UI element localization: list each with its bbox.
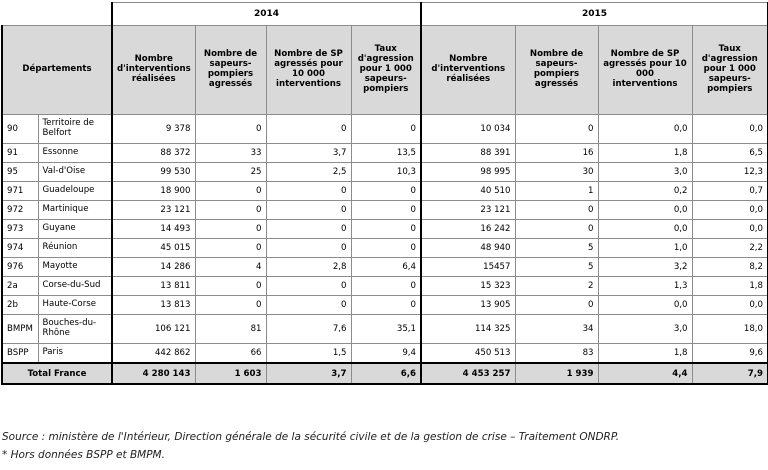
col-sp-per-10000-2015: Nombre de SP agressés pour 10 000 interventions <box>598 26 692 115</box>
col-sp-per-10000-2014: Nombre de SP agressés pour 10 000 interventions <box>266 26 351 115</box>
table-cell: 1,0 <box>598 239 692 258</box>
table-cell: 0 <box>515 220 598 239</box>
table-cell: 2 <box>515 277 598 296</box>
column-header-row <box>2 26 768 115</box>
table-row <box>2 296 768 315</box>
table-cell: 15 323 <box>421 277 515 296</box>
table-cell: 0 <box>351 115 421 144</box>
table-cell: 0 <box>266 182 351 201</box>
table-cell: 0,0 <box>692 115 768 144</box>
table-cell: 0 <box>351 220 421 239</box>
table-cell: 14 286 <box>112 258 195 277</box>
table-cell: 0 <box>351 182 421 201</box>
table-cell: 0 <box>195 201 266 220</box>
table-cell: 0 <box>515 296 598 315</box>
source-footnote: Source : ministère de l'Intérieur, Direction générale de la sécurité civile et de la gestion de crise – Traitement ONDRP. <box>2 431 620 443</box>
department-name: Essonne <box>38 144 112 163</box>
table-row <box>2 277 768 296</box>
table-cell: 450 513 <box>421 344 515 364</box>
department-name: Paris <box>38 344 112 364</box>
col-sp-agresses-2014: Nombre de sapeurs-pompiers agressés <box>195 26 266 115</box>
department-name: Mayotte <box>38 258 112 277</box>
table-cell: 2,8 <box>266 258 351 277</box>
table-cell: 0 <box>266 220 351 239</box>
department-code: 2a <box>2 277 38 296</box>
table-cell: 0 <box>266 277 351 296</box>
table-cell: 30 <box>515 163 598 182</box>
table-row <box>2 220 768 239</box>
table-row <box>2 182 768 201</box>
department-code: 971 <box>2 182 38 201</box>
table-cell: 9,4 <box>351 344 421 364</box>
table-cell: 9 378 <box>112 115 195 144</box>
table-cell: 0,2 <box>598 182 692 201</box>
department-code: BSPP <box>2 344 38 364</box>
total-cell: 3,7 <box>266 363 351 384</box>
table-row <box>2 115 768 144</box>
table-cell: 10 034 <box>421 115 515 144</box>
total-cell: 4,4 <box>598 363 692 384</box>
year-2015-header: 2015 <box>421 3 768 26</box>
department-code: 972 <box>2 201 38 220</box>
department-name: Réunion <box>38 239 112 258</box>
table-cell: 0 <box>515 201 598 220</box>
table-row <box>2 258 768 277</box>
table-cell: 1 <box>515 182 598 201</box>
department-code: 974 <box>2 239 38 258</box>
table-cell: 45 015 <box>112 239 195 258</box>
table-cell: 88 372 <box>112 144 195 163</box>
department-code: 976 <box>2 258 38 277</box>
table-cell: 3,0 <box>598 315 692 344</box>
col-taux-2015: Taux d'agression pour 1 000 sapeurs-pompiers <box>692 26 768 115</box>
table-cell: 13 813 <box>112 296 195 315</box>
year-header-row <box>2 3 768 26</box>
table-cell: 6,4 <box>351 258 421 277</box>
total-cell: 6,6 <box>351 363 421 384</box>
table-cell: 114 325 <box>421 315 515 344</box>
department-code: 973 <box>2 220 38 239</box>
table-cell: 106 121 <box>112 315 195 344</box>
table-row <box>2 315 768 344</box>
table-cell: 16 <box>515 144 598 163</box>
table-cell: 15457 <box>421 258 515 277</box>
departements-header: Départements <box>2 26 112 115</box>
table-cell: 0 <box>195 220 266 239</box>
table-cell: 5 <box>515 258 598 277</box>
table-cell: 0 <box>195 296 266 315</box>
table-cell: 1,8 <box>598 344 692 364</box>
table-row <box>2 201 768 220</box>
table-cell: 13 811 <box>112 277 195 296</box>
table-cell: 99 530 <box>112 163 195 182</box>
department-name: Val-d'Oise <box>38 163 112 182</box>
table-cell: 13 905 <box>421 296 515 315</box>
total-cell: 7,9 <box>692 363 768 384</box>
table-cell: 0,0 <box>598 220 692 239</box>
table-cell: 13,5 <box>351 144 421 163</box>
table-row <box>2 239 768 258</box>
table-cell: 0 <box>195 277 266 296</box>
table-cell: 0 <box>515 115 598 144</box>
table-row <box>2 163 768 182</box>
table-cell: 7,6 <box>266 315 351 344</box>
table-cell: 14 493 <box>112 220 195 239</box>
table-cell: 83 <box>515 344 598 364</box>
department-name: Guadeloupe <box>38 182 112 201</box>
col-interventions-2014: Nombre d'interventions réalisées <box>112 26 195 115</box>
department-name: Guyane <box>38 220 112 239</box>
table-row <box>2 144 768 163</box>
table-cell: 0,7 <box>692 182 768 201</box>
col-taux-2014: Taux d'agression pour 1 000 sapeurs-pompiers <box>351 26 421 115</box>
table-row <box>2 344 768 364</box>
table-cell: 0,0 <box>692 220 768 239</box>
table-cell: 0,0 <box>598 115 692 144</box>
table-cell: 4 <box>195 258 266 277</box>
department-code: BMPM <box>2 315 38 344</box>
table-cell: 12,3 <box>692 163 768 182</box>
table-cell: 0 <box>195 182 266 201</box>
table-cell: 98 995 <box>421 163 515 182</box>
table-cell: 0,0 <box>598 296 692 315</box>
table-body <box>2 115 768 364</box>
department-code: 95 <box>2 163 38 182</box>
table-cell: 5 <box>515 239 598 258</box>
table-cell: 8,2 <box>692 258 768 277</box>
table-cell: 18,0 <box>692 315 768 344</box>
table-cell: 1,3 <box>598 277 692 296</box>
table-cell: 0 <box>351 239 421 258</box>
note-footnote: * Hors données BSPP et BMPM. <box>2 449 165 461</box>
table-cell: 2,2 <box>692 239 768 258</box>
col-sp-agresses-2015: Nombre de sapeurs-pompiers agressés <box>515 26 598 115</box>
table-cell: 25 <box>195 163 266 182</box>
table-cell: 23 121 <box>421 201 515 220</box>
aggression-table <box>1 2 768 385</box>
col-interventions-2015: Nombre d'interventions réalisées <box>421 26 515 115</box>
table-cell: 66 <box>195 344 266 364</box>
table-cell: 48 940 <box>421 239 515 258</box>
table-cell: 0 <box>351 277 421 296</box>
total-cell: 4 453 257 <box>421 363 515 384</box>
total-label: Total France <box>2 363 112 384</box>
department-code: 2b <box>2 296 38 315</box>
table-cell: 40 510 <box>421 182 515 201</box>
table-cell: 1,8 <box>692 277 768 296</box>
table-cell: 3,2 <box>598 258 692 277</box>
department-name: Bouches-du-Rhône <box>38 315 112 344</box>
table-cell: 33 <box>195 144 266 163</box>
table-cell: 81 <box>195 315 266 344</box>
table-cell: 18 900 <box>112 182 195 201</box>
table-cell: 0,0 <box>692 201 768 220</box>
blank-header <box>2 3 112 26</box>
table-cell: 34 <box>515 315 598 344</box>
year-2014-header: 2014 <box>112 3 421 26</box>
table-cell: 0 <box>351 201 421 220</box>
total-row <box>2 363 768 384</box>
department-code: 90 <box>2 115 38 144</box>
department-name: Haute-Corse <box>38 296 112 315</box>
department-name: Corse-du-Sud <box>38 277 112 296</box>
table-cell: 442 862 <box>112 344 195 364</box>
department-code: 91 <box>2 144 38 163</box>
table-cell: 0,0 <box>598 201 692 220</box>
table-cell: 1,5 <box>266 344 351 364</box>
table-cell: 0 <box>351 296 421 315</box>
total-cell: 1 603 <box>195 363 266 384</box>
department-name: Martinique <box>38 201 112 220</box>
table-cell: 10,3 <box>351 163 421 182</box>
table-cell: 6,5 <box>692 144 768 163</box>
table-cell: 9,6 <box>692 344 768 364</box>
table-cell: 3,0 <box>598 163 692 182</box>
table-cell: 0 <box>266 201 351 220</box>
total-cell: 4 280 143 <box>112 363 195 384</box>
table-cell: 0 <box>266 115 351 144</box>
table-cell: 2,5 <box>266 163 351 182</box>
table-cell: 0,0 <box>692 296 768 315</box>
table-cell: 3,7 <box>266 144 351 163</box>
table-cell: 88 391 <box>421 144 515 163</box>
table-cell: 0 <box>266 296 351 315</box>
table-cell: 0 <box>195 239 266 258</box>
department-name: Territoire de Belfort <box>38 115 112 144</box>
table-cell: 23 121 <box>112 201 195 220</box>
table-cell: 0 <box>266 239 351 258</box>
table-cell: 0 <box>195 115 266 144</box>
table-cell: 16 242 <box>421 220 515 239</box>
total-cell: 1 939 <box>515 363 598 384</box>
table-cell: 1,8 <box>598 144 692 163</box>
table-cell: 35,1 <box>351 315 421 344</box>
